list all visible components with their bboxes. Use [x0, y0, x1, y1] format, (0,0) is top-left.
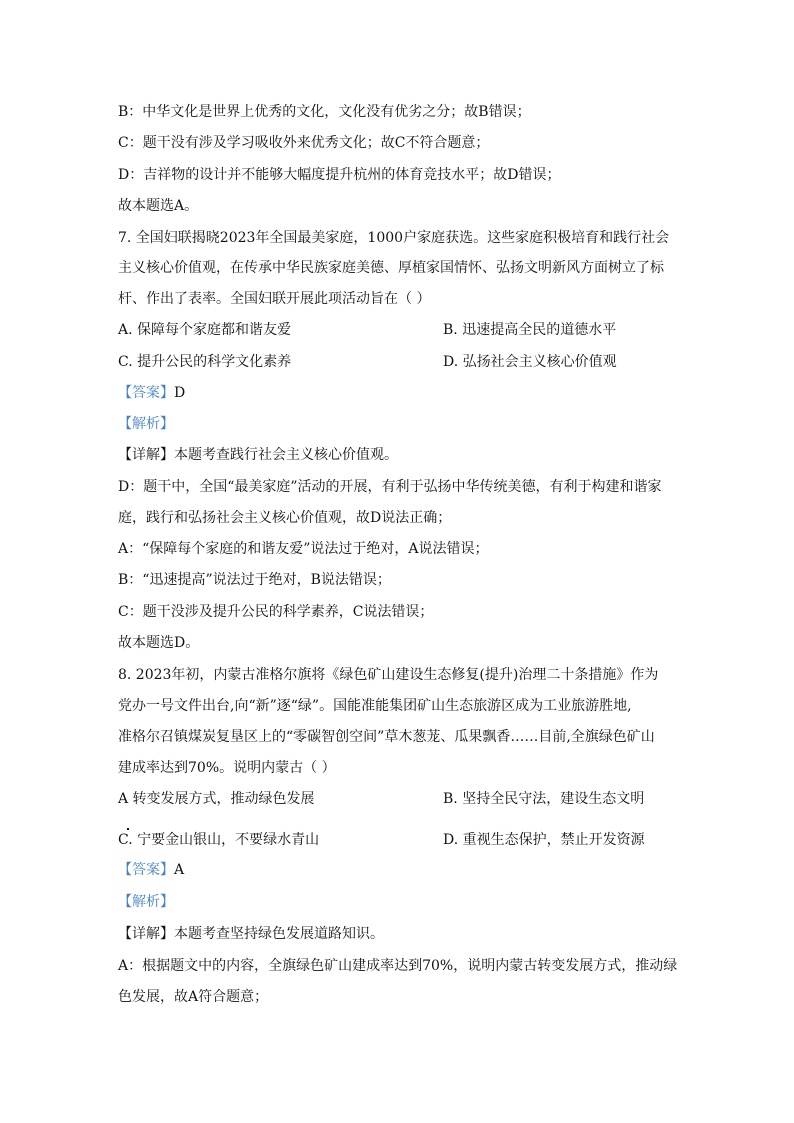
q7-option-c: C. 提升公民的科学文化素养 — [118, 354, 292, 370]
q7-detail — [118, 445, 398, 465]
analysis-line-c: C：题干没有涉及学习吸收外来优秀文化；故C不符合题意； — [118, 135, 490, 151]
detail-tag: 【详解】 — [118, 926, 174, 942]
q8-analysis-line: 色发展，故A符合题意； — [118, 989, 269, 1005]
answer-tag: 【答案】 — [118, 385, 174, 401]
detail-tag: 【详解】 — [118, 447, 174, 463]
q7-analysis-line: 庭，践行和弘扬社会主义核心价值观，故D说法正确； — [118, 510, 452, 526]
analysis-conclusion: 故本题选A。 — [118, 198, 199, 214]
q7-analysis-tag: 【解析】 — [118, 416, 174, 432]
q7-option-a: A. 保障每个家庭都和谐友爱 — [118, 322, 292, 338]
analysis-line-b: B：中华文化是世界上优秀的文化，文化没有优劣之分；故B错误； — [118, 104, 531, 120]
q7-stem-line: 主义核心价值观，在传承中华民族家庭美德、厚植家国情怀、弘扬文明新风方面树立了标 — [118, 260, 664, 276]
q8-analysis-tag: 【解析】 — [118, 894, 174, 910]
q8-detail — [118, 924, 384, 944]
q7-stem-line: 7. 全国妇联揭晓2023年全国最美家庭，1000户家庭获选。这些家庭积极培育和践行社会 — [118, 230, 670, 246]
q7-analysis-line: C：题干没涉及提升公民的科学素养，C说法错误； — [118, 604, 434, 620]
q8-stem-line: 建成率达到70%。说明内蒙古（ ） — [118, 760, 336, 776]
q8-option-d: D. 重视生态保护，禁止开发资源 — [443, 832, 645, 848]
q8-option-a: A 转变发展方式，推动绿色发展 — [118, 791, 315, 807]
answer-value: A — [174, 862, 185, 878]
q7-analysis-line: A：“保障每个家庭的和谐友爱”说法过于绝对，A说法错误； — [118, 541, 489, 557]
q7-option-b: B. 迅速提高全民的道德水平 — [443, 322, 617, 338]
q8-stem-line: 党办一号文件出台,向“新”逐“绿”。国能准能集团矿山生态旅游区成为工业旅游胜地, — [118, 698, 632, 714]
q7-analysis-line: B：“迅速提高”说法过于绝对，B说法错误； — [118, 572, 391, 588]
q7-option-d: D. 弘扬社会主义核心价值观 — [443, 354, 617, 370]
q8-option-b: B. 坚持全民守法，建设生态文明 — [443, 791, 645, 807]
q8-answer — [118, 860, 184, 880]
q7-answer — [118, 383, 185, 403]
q8-stem-line: 8. 2023年初，内蒙古准格尔旗将《绿色矿山建设生态修复(提升)治理二十条措施》作为 — [118, 667, 659, 683]
analysis-line-d: D：吉祥物的设计并不能够大幅度提升杭州的体育竞技水平；故D错误； — [118, 167, 561, 183]
q8-analysis-line: A：根据题文中的内容，全旗绿色矿山建成率达到70%，说明内蒙古转变发展方式，推动绿 — [118, 958, 678, 974]
answer-value: D — [174, 385, 186, 401]
answer-tag: 【答案】 — [118, 862, 174, 878]
q7-analysis-line: 故本题选D。 — [118, 635, 200, 651]
detail-text: 本题考查坚持绿色发展道路知识。 — [174, 926, 384, 942]
q7-stem-line: 杆、作出了表率。全国妇联开展此项活动旨在（ ） — [118, 291, 431, 307]
q8-stem-line: 准格尔召镇煤炭复垦区上的“零碳智创空间”草木葱茏、瓜果飘香……目前,全旗绿色矿山 — [118, 729, 655, 745]
q7-analysis-line: D：题干中，全国“最美家庭”活动的开展，有利于弘扬中华传统美德，有利于构建和谐家 — [118, 479, 662, 495]
q8-option-c: C. 宁要金山银山，不要绿水青山 — [118, 832, 320, 848]
detail-text: 本题考查践行社会主义核心价值观。 — [174, 447, 398, 463]
